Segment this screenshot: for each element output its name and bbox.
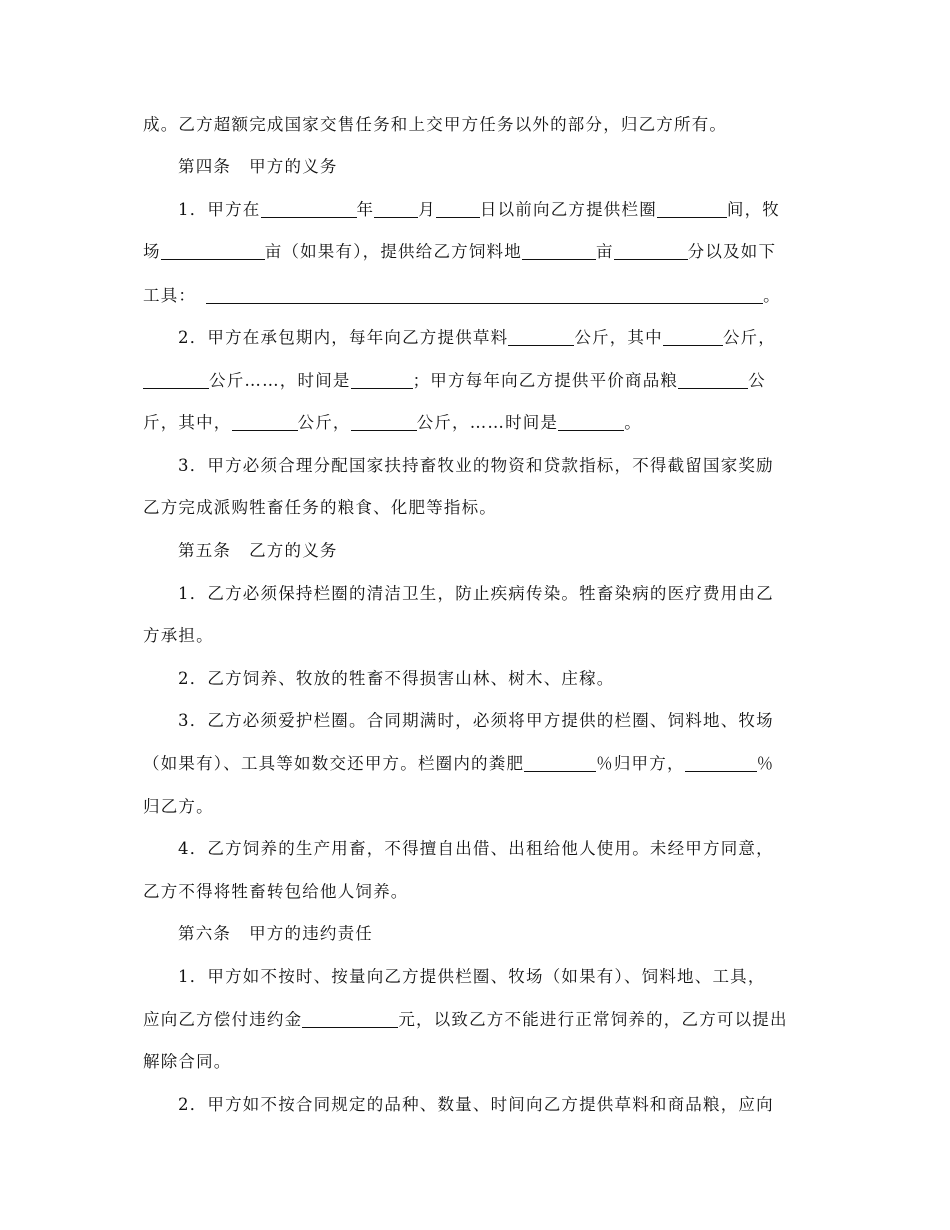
paragraph-line [0, 1093, 950, 1117]
blank-grain-sub-kg-2[interactable] [351, 413, 417, 431]
text: 年 [356, 200, 375, 219]
blank-manure-percent-b[interactable] [685, 754, 757, 772]
blank-grain-kg[interactable] [678, 371, 748, 389]
blank-tools[interactable] [206, 286, 763, 304]
paragraph-line [0, 1008, 950, 1032]
paragraph-line [0, 965, 950, 989]
text: ；甲方每年向乙方提供平价商品粮 [412, 371, 679, 390]
text: 1．甲方在 [178, 200, 261, 219]
text: 日以前向乙方提供栏圈 [479, 200, 657, 219]
text: 斤，其中， [143, 413, 232, 432]
blank-grain-time[interactable] [558, 413, 624, 431]
text: 公斤……，时间是 [209, 371, 351, 390]
text: 工具： [143, 286, 197, 305]
text: 公斤， [722, 328, 776, 347]
paragraph-line [0, 667, 950, 691]
paragraph-line [0, 624, 950, 648]
article-number: 第五条 [178, 541, 232, 560]
text: 场 [143, 242, 161, 261]
article-title: 甲方的义务 [249, 157, 338, 176]
paragraph-line [0, 795, 950, 819]
text: 。 [624, 413, 642, 432]
text: 公斤，……时间是 [416, 413, 559, 432]
article-number: 第六条 [178, 924, 232, 943]
paragraph-line [0, 326, 950, 350]
text: 。 [763, 286, 781, 305]
section-heading-5 [0, 539, 950, 563]
text: 乙方不得将牲畜转包给他人饲养。 [143, 882, 409, 901]
paragraph-line [0, 582, 950, 606]
section-heading-4 [0, 155, 950, 179]
blank-forage-sub-kg[interactable] [663, 328, 723, 346]
text: 归乙方。 [143, 797, 214, 816]
text: 公 [748, 371, 766, 390]
text: 公斤，其中 [574, 328, 663, 347]
paragraph-line [0, 496, 950, 520]
text: （如果有）、工具等如数交还甲方。栏圈内的粪肥 [143, 754, 525, 773]
text: 1．乙方必须保持栏圈的清洁卫生，防止疾病传染。牲畜染病的医疗费用由乙 [178, 584, 774, 603]
blank-feed-land-fen[interactable] [614, 242, 688, 260]
text: 3．甲方必须合理分配国家扶持畜牧业的物资和贷款指标，不得截留国家奖励 [178, 456, 774, 475]
blank-pen-count[interactable] [657, 200, 727, 218]
section-heading-6 [0, 922, 950, 946]
text: 乙方完成派购牲畜任务的粮食、化肥等指标。 [143, 498, 497, 517]
text: 1．甲方如不按时、按量向乙方提供栏圈、牧场（如果有）、饲料地、工具， [178, 967, 766, 986]
text: 月 [418, 200, 436, 219]
blank-pasture-mu[interactable] [161, 242, 265, 260]
text: 元，以致乙方不能进行正常饲养的，乙方可以提出 [398, 1010, 788, 1029]
blank-penalty-yuan[interactable] [302, 1010, 398, 1028]
text: 2．乙方饲养、牧放的牲畜不得损害山林、树木、庄稼。 [178, 669, 615, 688]
text: 公斤， [297, 413, 351, 432]
article-title: 乙方的义务 [249, 541, 338, 560]
blank-forage-kg[interactable] [508, 328, 574, 346]
text: 分以及如下 [687, 242, 777, 261]
blank-year[interactable] [261, 200, 357, 218]
blank-manure-percent-a[interactable] [524, 754, 596, 772]
paragraph-line [0, 284, 950, 308]
blank-grain-sub-kg[interactable] [232, 413, 298, 431]
text: ％ [756, 754, 775, 773]
article-number: 第四条 [178, 157, 232, 176]
paragraph-line [0, 709, 950, 733]
text: 3．乙方必须爱护栏圈。合同期满时，必须将甲方提供的栏圈、饲料地、牧场 [178, 711, 774, 730]
text: 成。乙方超额完成国家交售任务和上交甲方任务以外的部分，归乙方所有。 [143, 115, 728, 134]
blank-day[interactable] [436, 200, 480, 218]
paragraph-line [0, 113, 950, 137]
blank-forage-time[interactable] [351, 371, 413, 389]
text: 应向乙方偿付违约金 [143, 1010, 303, 1029]
text: 2．甲方如不按合同规定的品种、数量、时间向乙方提供草料和商品粮，应向 [178, 1095, 774, 1114]
text: 间，牧 [726, 200, 781, 219]
article-title: 甲方的违约责任 [249, 924, 374, 943]
paragraph-line [0, 411, 950, 435]
paragraph-line [0, 198, 950, 222]
paragraph-line [0, 880, 950, 904]
text: 2．甲方在承包期内，每年向乙方提供草料 [178, 328, 509, 347]
paragraph-line [0, 369, 950, 393]
blank-forage-sub-kg-2[interactable] [143, 371, 209, 389]
blank-feed-land-mu[interactable] [522, 242, 596, 260]
paragraph-line [0, 240, 950, 264]
text: 方承担。 [143, 626, 214, 645]
text: 解除合同。 [143, 1052, 232, 1071]
blank-month[interactable] [374, 200, 418, 218]
paragraph-line [0, 752, 950, 776]
paragraph-line [0, 837, 950, 861]
paragraph-line [0, 1050, 950, 1074]
text: 亩 [595, 242, 614, 261]
text: 亩（如果有），提供给乙方饲料地 [264, 242, 522, 261]
text: 4．乙方饲养的生产用畜，不得擅自出借、出租给他人使用。未经甲方同意， [178, 839, 774, 858]
text: ％归甲方， [596, 754, 685, 773]
paragraph-line [0, 454, 950, 478]
